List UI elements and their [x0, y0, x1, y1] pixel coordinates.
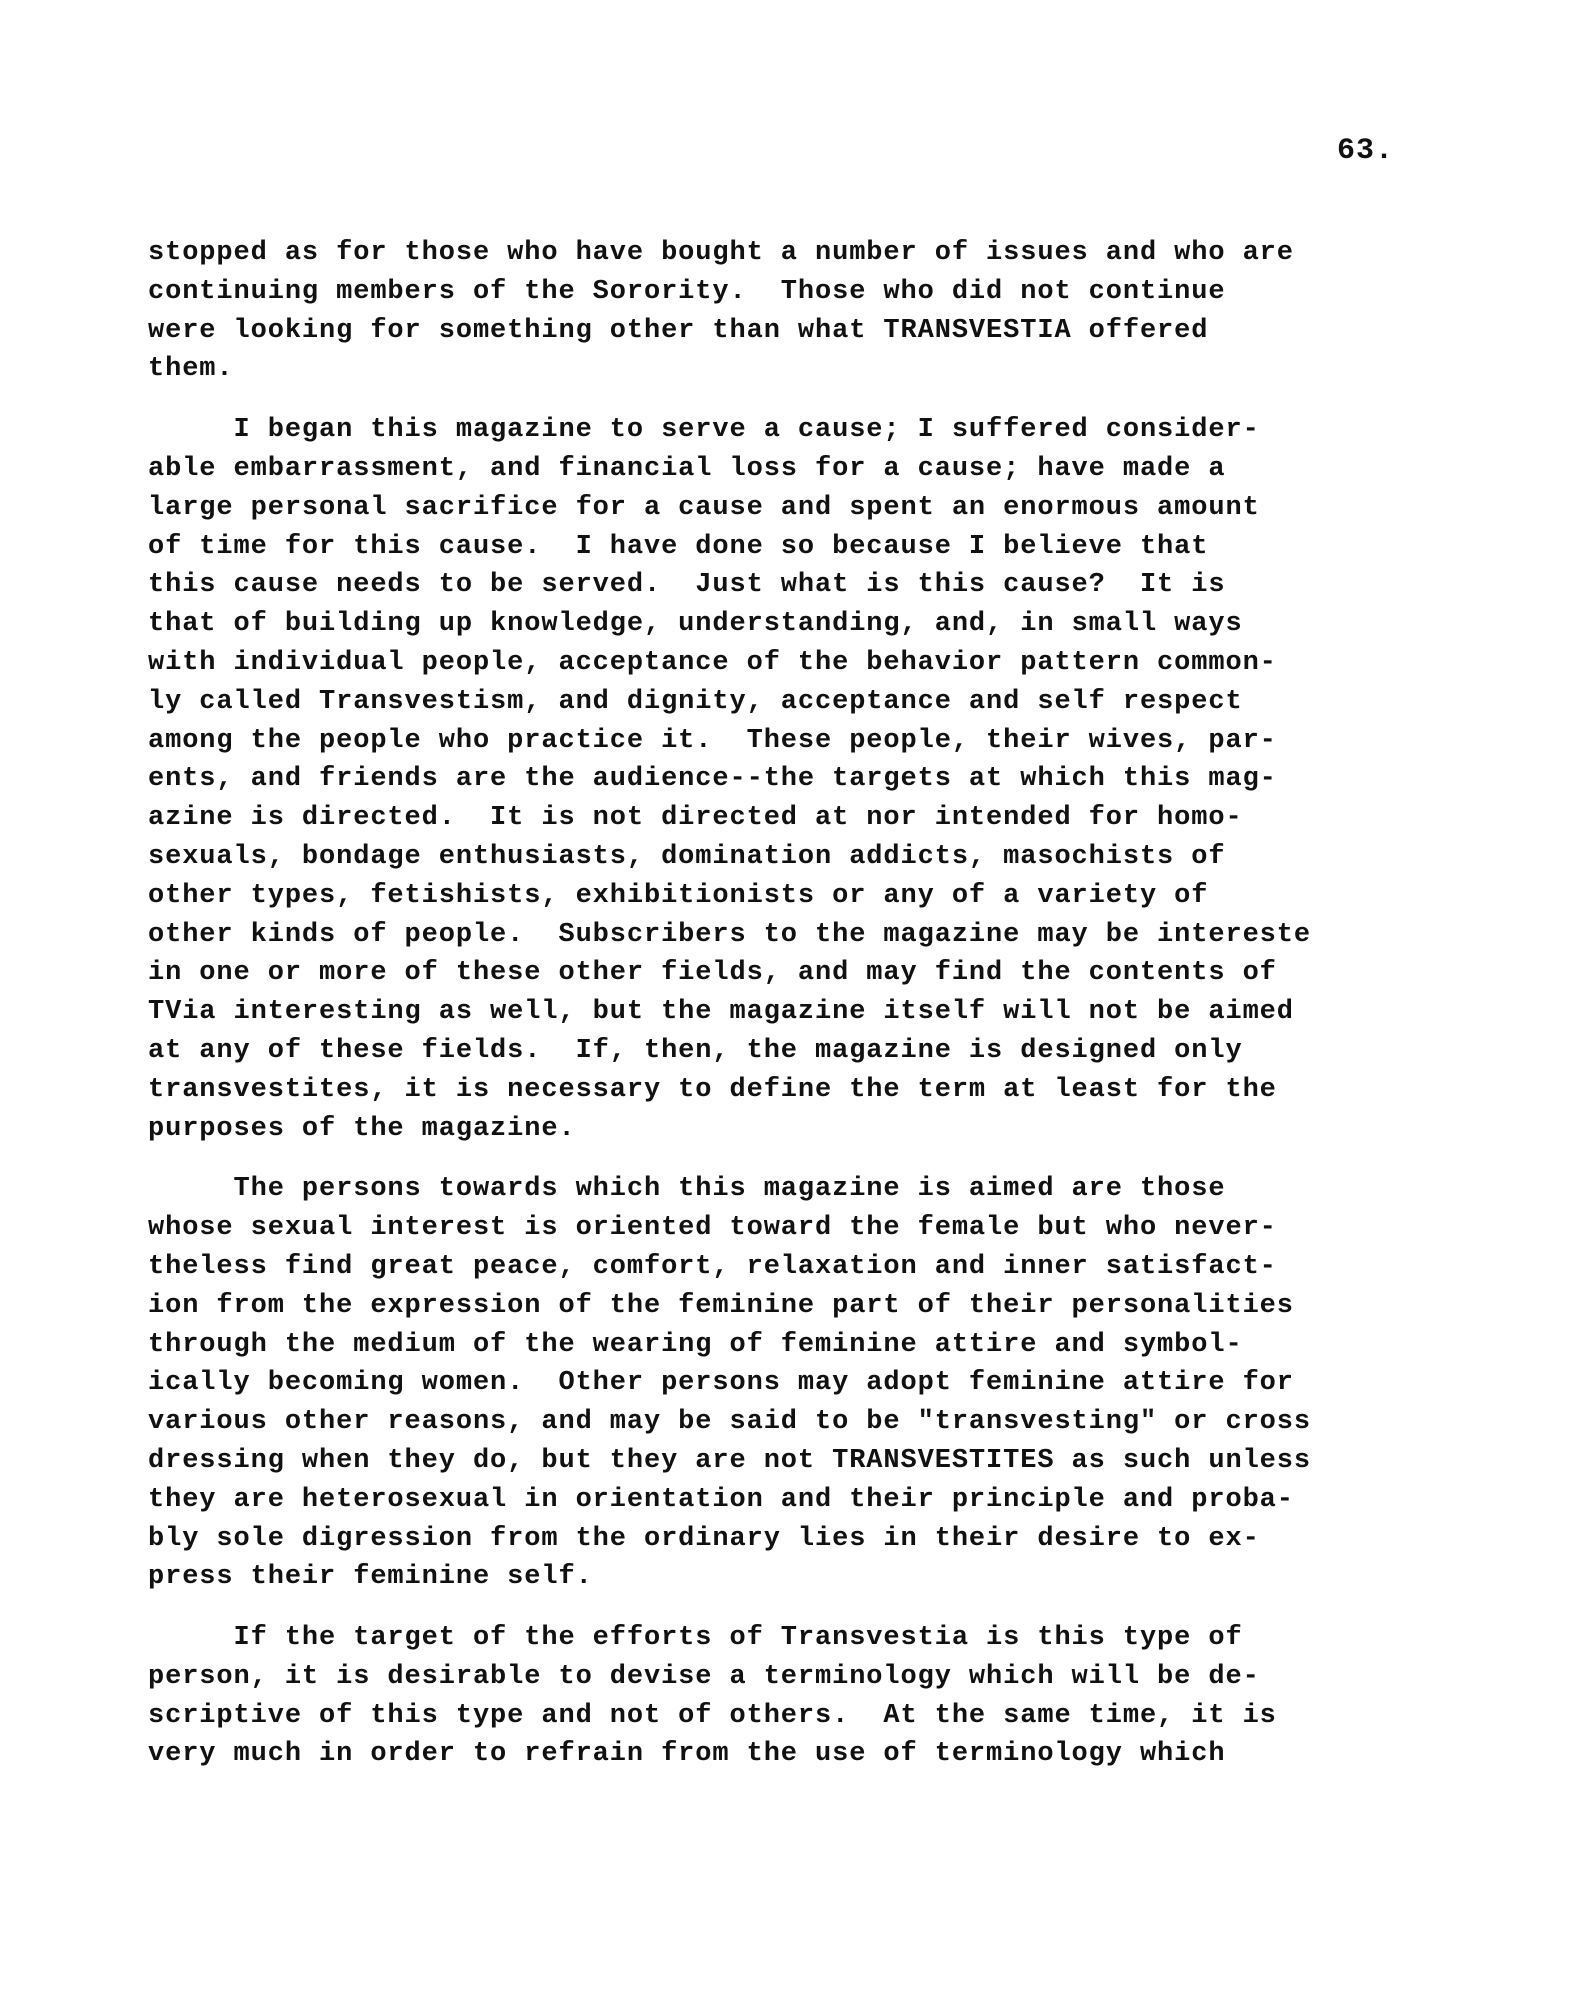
- text-line: that of building up knowledge, understanding, and, in small ways: [148, 609, 1243, 640]
- text-line: ly called Transvestism, and dignity, acceptance and self respect: [148, 686, 1243, 717]
- text-line: ically becoming women. Other persons may adopt feminine attire for: [148, 1368, 1294, 1399]
- text-line: large personal sacrifice for a cause and spent an enormous amount: [148, 492, 1260, 523]
- text-line: purposes of the magazine.: [148, 1113, 576, 1144]
- text-line: them.: [148, 354, 234, 385]
- page-number: 63.: [1337, 134, 1395, 168]
- text-line: other types, fetishists, exhibitionists or any of a variety of: [148, 880, 1209, 911]
- text-line: If the target of the efforts of Transvestia is this type of: [148, 1623, 1243, 1654]
- text-line: theless find great peace, comfort, relaxation and inner satisfact-: [148, 1251, 1277, 1282]
- text-line: with individual people, acceptance of the behavior pattern common-: [148, 647, 1277, 678]
- text-line: ion from the expression of the feminine part of their personalities: [148, 1290, 1294, 1321]
- text-line: through the medium of the wearing of feminine attire and symbol-: [148, 1329, 1243, 1360]
- text-line: able embarrassment, and financial loss for a cause; have made a: [148, 453, 1226, 484]
- text-line: were looking for something other than what TRANSVESTIA offered: [148, 315, 1209, 346]
- paragraph: [148, 1170, 1488, 1597]
- text-line: continuing members of the Sorority. Those who did not continue: [148, 276, 1226, 307]
- text-line: other kinds of people. Subscribers to the magazine may be intereste: [148, 919, 1311, 950]
- text-line: among the people who practice it. These people, their wives, par-: [148, 725, 1277, 756]
- text-line: at any of these fields. If, then, the magazine is designed only: [148, 1035, 1243, 1066]
- text-line: they are heterosexual in orientation and their principle and proba-: [148, 1484, 1294, 1515]
- text-line: I began this magazine to serve a cause; I suffered consider-: [148, 415, 1260, 446]
- text-line: sexuals, bondage enthusiasts, domination addicts, masochists of: [148, 841, 1226, 872]
- text-line: various other reasons, and may be said to be "transvesting" or cross: [148, 1407, 1311, 1438]
- text-line: ents, and friends are the audience--the targets at which this mag-: [148, 764, 1277, 795]
- text-line: azine is directed. It is not directed at nor intended for homo-: [148, 803, 1243, 834]
- text-line: stopped as for those who have bought a number of issues and who are: [148, 238, 1294, 268]
- text-line: transvestites, it is necessary to define the term at least for the: [148, 1074, 1277, 1105]
- document-body: [148, 234, 1488, 1796]
- text-line: this cause needs to be served. Just what is this cause? It is: [148, 570, 1226, 601]
- text-line: TVia interesting as well, but the magazine itself will not be aimed: [148, 997, 1294, 1028]
- text-line: very much in order to refrain from the use of terminology which: [148, 1739, 1226, 1770]
- text-line: press their feminine self.: [148, 1562, 593, 1593]
- text-line: The persons towards which this magazine is aimed are those: [148, 1174, 1226, 1205]
- text-line: bly sole digression from the ordinary lies in their desire to ex-: [148, 1523, 1260, 1554]
- text-line: of time for this cause. I have done so because I believe that: [148, 531, 1209, 562]
- text-line: in one or more of these other fields, and may find the contents of: [148, 958, 1277, 989]
- paragraph: [148, 411, 1488, 1148]
- text-line: whose sexual interest is oriented toward the female but who never-: [148, 1213, 1277, 1244]
- text-line: scriptive of this type and not of others. At the same time, it is: [148, 1700, 1277, 1731]
- text-line: dressing when they do, but they are not TRANSVESTITES as such unless: [148, 1445, 1311, 1476]
- paragraph: [148, 1619, 1488, 1774]
- paragraph: [148, 234, 1488, 389]
- text-line: person, it is desirable to devise a terminology which will be de-: [148, 1661, 1260, 1692]
